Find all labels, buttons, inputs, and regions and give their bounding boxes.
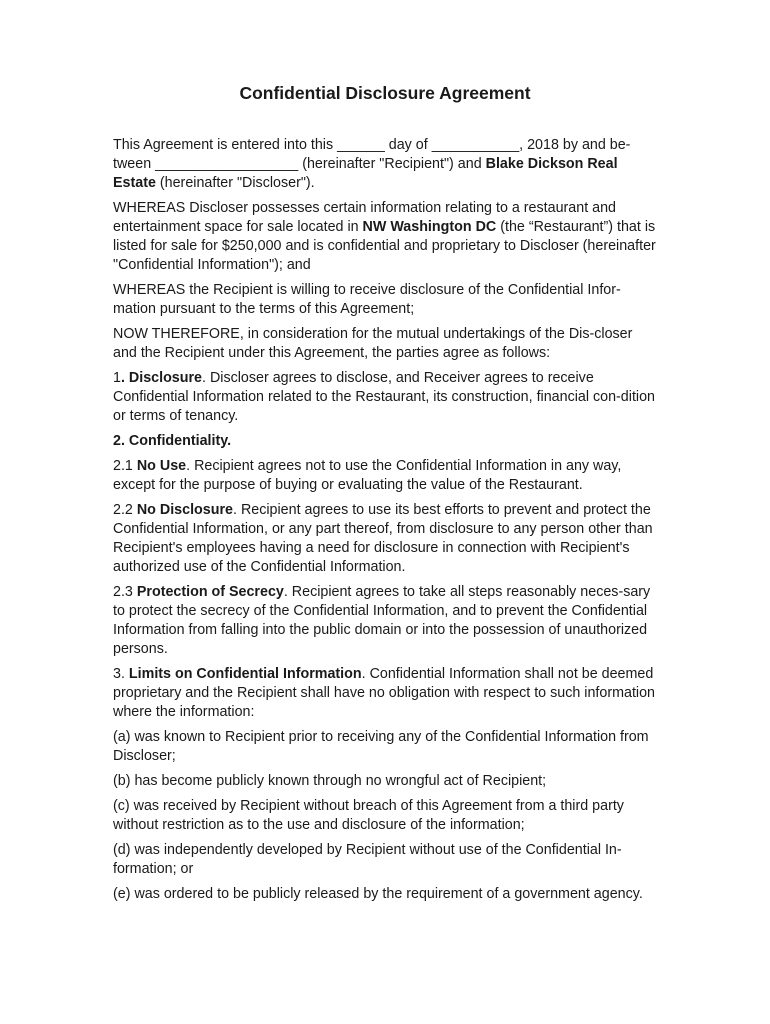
text-run: (e) was ordered to be publicly released by the requirement of a government agency. bbox=[113, 886, 643, 902]
item-d bbox=[113, 841, 658, 879]
bold-term: 2. Confidentiality. bbox=[113, 433, 232, 449]
text-run: . Discloser agrees to disclose, and Receiver agrees to receive Confidential Information related to the Restaurant, its construction, financial con-dition or terms of tenancy. bbox=[113, 370, 655, 424]
text-run: . Recipient agrees to use its best efforts to prevent and protect the Confidential Information, or any part thereof, from disclosure to any person other than Recipient's employees having a need for disclosure in connection with Recipient's authorized use of the Confidential Information. bbox=[113, 502, 653, 575]
document-body bbox=[113, 136, 658, 910]
text-run: (the “Restaurant”) that is listed for sale for $250,000 and is confidential and proprietary to Discloser (hereinafter "Confidential Information"); and bbox=[113, 219, 656, 273]
text-run: (a) was known to Recipient prior to receiving any of the Confidential Information from Discloser; bbox=[113, 729, 649, 764]
section-2-1-no-use bbox=[113, 457, 658, 495]
item-e bbox=[113, 885, 658, 904]
section-2-3-protection-of-secrecy bbox=[113, 583, 658, 659]
section-2-2-no-disclosure bbox=[113, 501, 658, 577]
text-run: 1 bbox=[113, 370, 121, 386]
text-run: 2.1 bbox=[113, 458, 137, 474]
now-therefore-paragraph bbox=[113, 325, 658, 363]
text-run: WHEREAS Discloser possesses certain information relating to a restaurant and entertainment space for sale located in bbox=[113, 200, 616, 235]
bold-term: Protection of Secrecy bbox=[136, 584, 284, 600]
text-run: (hereinafter "Discloser"). bbox=[155, 175, 315, 191]
whereas-discloser-paragraph bbox=[113, 199, 658, 275]
section-1-disclosure bbox=[113, 369, 658, 426]
text-run: . Recipient agrees not to use the Confidential Information in any way, except for the purpose of buying or evaluating the value of the Restaurant. bbox=[113, 458, 622, 493]
text-run: This Agreement is entered into this ______ day of ___________, 2018 by and be-tween __________________ (hereinafter "Recipient") and bbox=[113, 137, 631, 172]
item-a bbox=[113, 728, 658, 766]
item-b bbox=[113, 772, 658, 791]
document-title: Confidential Disclosure Agreement bbox=[239, 83, 531, 103]
bold-term: NW Washington DC bbox=[362, 219, 497, 235]
text-run: NOW THEREFORE, in consideration for the mutual undertakings of the Dis-closer and the Recipient under this Agreement, the parties agree as follows: bbox=[113, 326, 633, 361]
section-3-limits bbox=[113, 665, 658, 722]
text-run: . Recipient agrees to take all steps reasonably neces-sary to protect the secrecy of the Confidential Information, and to prevent the Confidential Information from falling into the public domain or into the possession of unauthorized persons. bbox=[113, 584, 651, 657]
whereas-recipient-paragraph bbox=[113, 281, 658, 319]
bold-term: Blake Dickson Real Estate bbox=[113, 156, 618, 191]
text-run: . Confidential Information shall not be deemed proprietary and the Recipient shall have no obligation with respect to such information where the information: bbox=[113, 666, 656, 720]
item-c bbox=[113, 797, 658, 835]
text-run: (d) was independently developed by Recipient without use of the Confidential In-formation; or bbox=[113, 842, 622, 877]
section-2-heading bbox=[113, 432, 658, 451]
bold-term: . Disclosure bbox=[120, 370, 203, 386]
bold-term: No Use bbox=[136, 458, 187, 474]
intro-paragraph bbox=[113, 136, 658, 193]
bold-term: No Disclosure bbox=[136, 502, 233, 518]
text-run: (c) was received by Recipient without breach of this Agreement from a third party without restriction as to the use and disclosure of the information; bbox=[113, 798, 624, 833]
text-run: WHEREAS the Recipient is willing to receive disclosure of the Confidential Infor-mation pursuant to the terms of this Agreement; bbox=[113, 282, 621, 317]
text-run: 3. bbox=[113, 666, 129, 682]
text-run: 2.3 bbox=[113, 584, 137, 600]
text-run: (b) has become publicly known through no wrongful act of Recipient; bbox=[113, 773, 547, 789]
bold-term: Limits on Confidential Information bbox=[128, 666, 362, 682]
text-run: 2.2 bbox=[113, 502, 137, 518]
